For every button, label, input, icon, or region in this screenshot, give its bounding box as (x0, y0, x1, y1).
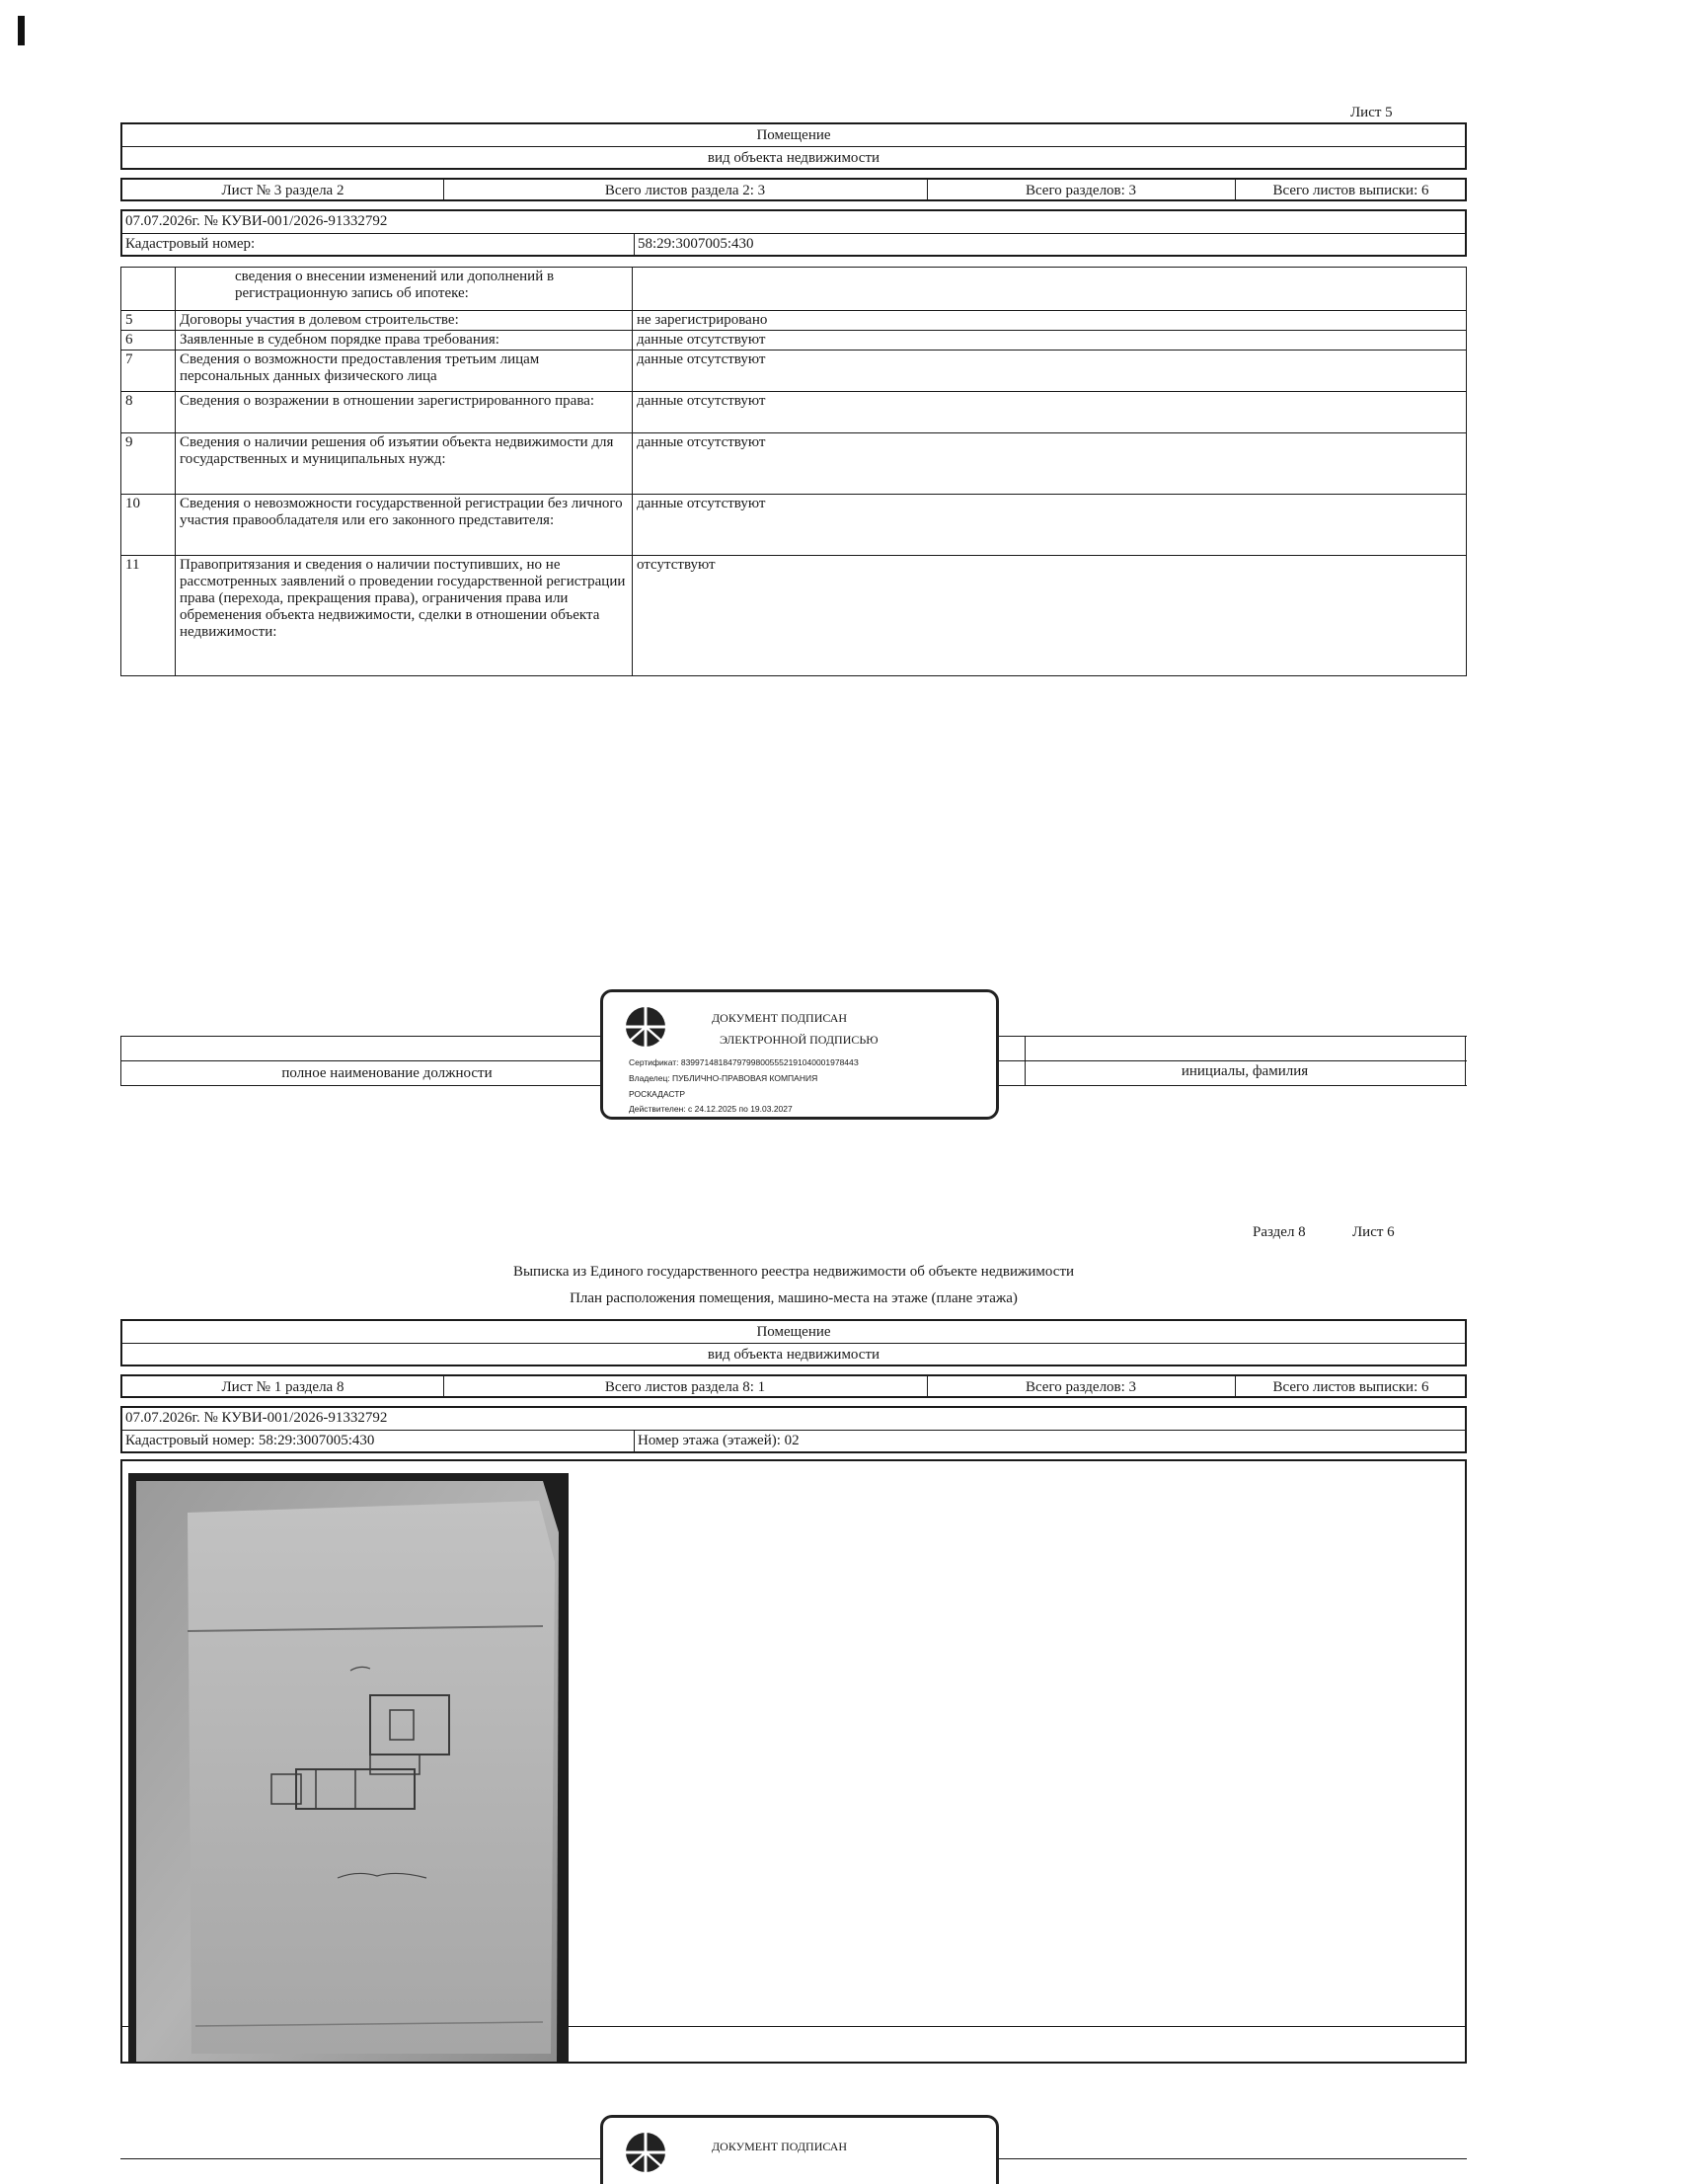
row-value: не зарегистрировано (633, 311, 1467, 331)
row-number: 10 (121, 495, 176, 556)
cadastral-number: Кадастровый номер: 58:29:3007005:430 (125, 1433, 375, 1448)
cadastral-label: Кадастровый номер: (125, 236, 256, 252)
floor-number: Номер этажа (этажей): 02 (638, 1433, 800, 1448)
electronic-signature-stamp (600, 989, 999, 1120)
table-row (121, 331, 1467, 351)
initials-label: инициалы, фамилия (1181, 1063, 1309, 1079)
stamp-line2: ЭЛЕКТРОННОЙ ПОДПИСЬЮ (720, 1033, 879, 1047)
object-type-header (120, 122, 1467, 170)
position-label: полное наименование должности (281, 1065, 493, 1081)
document-number: 07.07.2026г. № КУВИ-001/2026-91332792 (125, 213, 388, 229)
section-label: Раздел 8 (1253, 1224, 1306, 1240)
electronic-signature-stamp-partial (600, 2115, 999, 2184)
row-number (121, 268, 176, 311)
stamp-line1: ДОКУМЕНТ ПОДПИСАН (712, 1011, 848, 1025)
row-number: 5 (121, 311, 176, 331)
section-sheets-total: Всего листов раздела 8: 1 (604, 1379, 766, 1395)
row-label: Договоры участия в долевом строительстве: (176, 311, 633, 331)
sections-total: Всего разделов: 3 (1025, 183, 1137, 198)
stamp-line1: ДОКУМЕНТ ПОДПИСАН (712, 2140, 848, 2153)
row-label: сведения о внесении изменений или дополнений в регистрационную запись об ипотеке: (176, 268, 633, 311)
row-value: данные отсутствуют (633, 331, 1467, 351)
sheet-info-row (120, 1374, 1467, 1398)
stamp-validity: Действителен: с 24.12.2025 по 19.03.2027 (629, 1104, 793, 1114)
plan-title: План расположения помещения, машино-места на этаже (плане этажа) (570, 1290, 1018, 1306)
extract-sheets-total: Всего листов выписки: 6 (1272, 183, 1429, 198)
stamp-owner-name: РОСКАДАСТР (629, 1089, 686, 1099)
object-type-title: Помещение (756, 127, 831, 143)
object-type-title: Помещение (756, 1324, 831, 1340)
object-type-header (120, 1319, 1467, 1366)
section-sheets-total: Всего листов раздела 2: 3 (604, 183, 766, 198)
document-id-block (120, 1406, 1467, 1453)
row-label: Правопритязания и сведения о наличии поступивших, но не рассмотренных заявлений о проведении государственной регистрации права (перехода, прекращения права), ограничения права или обременения объекта недвижимости, сделки в отношении объекта недвижимости: (176, 556, 633, 676)
table-row (121, 556, 1467, 676)
row-label: Сведения о наличии решения об изъятии объекта недвижимости для государственных и муниципальных нужд: (176, 433, 633, 495)
rosreestr-logo-icon (625, 1006, 666, 1048)
row-number: 7 (121, 351, 176, 392)
rosreestr-logo-icon (625, 2132, 666, 2173)
row-value: данные отсутствуют (633, 495, 1467, 556)
row-value (633, 268, 1467, 311)
sheet-of-section: Лист № 1 раздела 8 (221, 1379, 344, 1395)
cadastral-number: 58:29:3007005:430 (638, 236, 754, 252)
row-label: Сведения о возражении в отношении зарегистрированного права: (176, 392, 633, 433)
object-type-subtitle: вид объекта недвижимости (707, 1347, 880, 1363)
row-number: 8 (121, 392, 176, 433)
row-label: Сведения о возможности предоставления третьим лицам персональных данных физического лица (176, 351, 633, 392)
document-number: 07.07.2026г. № КУВИ-001/2026-91332792 (125, 1410, 388, 1426)
row-label: Сведения о невозможности государственной регистрации без личного участия правообладателя или его законного представителя: (176, 495, 633, 556)
row-value: данные отсутствуют (633, 351, 1467, 392)
object-type-subtitle: вид объекта недвижимости (707, 150, 880, 166)
stamp-owner: Владелец: ПУБЛИЧНО-ПРАВОВАЯ КОМПАНИЯ (629, 1073, 818, 1083)
extract-sheets-total: Всего листов выписки: 6 (1272, 1379, 1429, 1395)
row-value: данные отсутствуют (633, 392, 1467, 433)
table-row (121, 268, 1467, 311)
sheet-of-section: Лист № 3 раздела 2 (221, 183, 344, 198)
table-row (121, 495, 1467, 556)
encumbrance-table (120, 267, 1467, 676)
row-number: 11 (121, 556, 176, 676)
table-row (121, 392, 1467, 433)
row-number: 6 (121, 331, 176, 351)
extract-title: Выписка из Единого государственного реестра недвижимости об объекте недвижимости (512, 1264, 1075, 1280)
row-label: Заявленные в судебном порядке права требования: (176, 331, 633, 351)
row-value: данные отсутствуют (633, 433, 1467, 495)
table-row (121, 311, 1467, 331)
sheet-number: Лист 5 (1350, 105, 1393, 120)
stamp-certificate: Сертификат: 8399714818479799800555219104000197844З (629, 1057, 859, 1067)
sections-total: Всего разделов: 3 (1025, 1379, 1137, 1395)
sheet-number: Лист 6 (1352, 1224, 1395, 1240)
document-id-block (120, 209, 1467, 257)
floor-plan-scan-image (128, 1473, 569, 2062)
sheet-info-row (120, 178, 1467, 201)
table-row (121, 433, 1467, 495)
table-row (121, 351, 1467, 392)
row-number: 9 (121, 433, 176, 495)
row-value: отсутствуют (633, 556, 1467, 676)
scan-artifact-mark (18, 16, 25, 45)
